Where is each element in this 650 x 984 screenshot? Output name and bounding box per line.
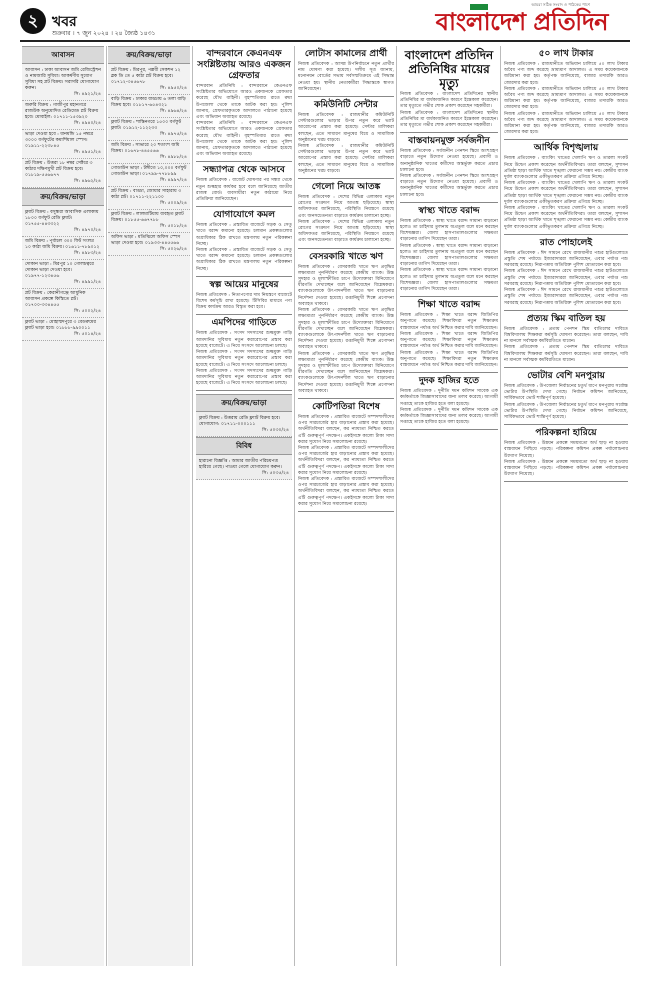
- classified-heading: ক্রয়/বিক্রয়/ভাড়া: [22, 188, 104, 206]
- story: [298, 402, 394, 512]
- story: [196, 318, 292, 391]
- classified-ad: [108, 66, 190, 95]
- story-body-continued: নিজস্ব প্রতিবেদক : ঈদ সামনে রেখে রাজধানীর পশুর হাটগুলোতে প্রস্তুতি শেষ পর্যায়ে। ইজারাদাররা জানিয়েছেন, এবার পর্যাপ্ত পশু সরবরাহ রয়েছে। নিরাপত্তায় অতিরিক্ত পুলিশ মোতায়েন করা হবে।: [504, 288, 628, 306]
- classified-list: [22, 66, 104, 341]
- classified-ad-text: প্লট বিক্রয় : মিরপুর, পল্লবী সেকশন ১২ ব্লক ডি তে ৫ কাঠা প্লট বিক্রয় হবে। ০১৭১২-৩৪৫৬৭৮: [111, 68, 181, 85]
- classified-ad: [22, 318, 104, 341]
- story-body: নিজস্ব প্রতিবেদক : উন্নয়ন প্রকল্পে সময়মতো অর্থ ছাড় না হওয়ায় বাস্তবায়ন পিছিয়ে পড়ছে। পরিকল্পনা কমিশন প্রকল্প পর্যালোচনার উদ্যোগ নিয়েছে।: [504, 441, 628, 459]
- classified-column-left: [22, 46, 104, 966]
- classified-ad-code: সি: ৫০০২/২৪: [74, 309, 101, 314]
- story: [400, 300, 498, 373]
- story-body: নিজস্ব প্রতিবেদক : সর্বজনীন পেনশন স্কিমে অংশগ্রহণ বাড়াতে নতুন উদ্যোগ নেওয়া হয়েছে। প্রবাসী ও অনানুষ্ঠানিক খাতের কর্মীদের অন্তর্ভুক্ত করতে প্রচার চালানো হবে।: [400, 149, 498, 173]
- story-body-continued: নিজস্ব প্রতিবেদক : রাজধানীর কমিউনিটি সেন্টারগুলোর ভাড়ার উপর নতুন করে ভ্যাট আরোপের প্রস্তাব করা হয়েছে। সেন্টার মালিকরা বলছেন, এতে সাধারণ মানুষের বিয়ে ও সামাজিক অনুষ্ঠানের খরচ বাড়বে।: [298, 144, 394, 174]
- classified-ad-code: সি: ৪৯৭০/২৪: [74, 228, 101, 233]
- classified-ad-code: সি: ৫০২৬/২৪: [160, 247, 187, 252]
- news-column-3: [196, 46, 292, 966]
- story: [504, 238, 628, 311]
- classified-ad: [108, 118, 190, 141]
- story: [400, 48, 498, 133]
- story-body: নিজস্ব প্রতিবেদক : রাজধানীতে অভিযান চালিয়ে ৫০ লাখ টাকার অবৈধ পণ্য জব্দ করেছে ভ্রাম্যমাণ আদালত। এ সময় কয়েকজনকে জরিমানা করা হয়। কর্তৃপক্ষ জানিয়েছে, বাজার তদারকি আরও জোরদার করা হবে।: [504, 62, 628, 86]
- classified-ad-code: সি: ৪৯৫১/২৪: [74, 150, 101, 155]
- classified-ad-text: ফ্ল্যাট বিক্রয় : শান্তিনগরে ১৫০০ বর্গফুট ফ্ল্যাট। ০১৯১২-১১২২৩৩: [111, 120, 182, 131]
- story: [196, 210, 292, 277]
- classified-ad: [22, 130, 104, 159]
- story-body: নিজস্ব প্রতিবেদক : বেসরকারি খাতে ঋণ প্রবৃদ্ধির লক্ষ্যমাত্রা পুনর্নির্ধারণ করেছে কেন্দ্রীয় ব্যাংক। উচ্চ সুদহার ও মূল্যস্ফীতির চাপে উদ্যোক্তারা বিনিয়োগে ধীরগতি দেখাচ্ছেন বলে জানিয়েছেন বিশ্লেষকরা। ব্যাংকগুলোকে উৎপাদনশীল খাতে ঋণ বাড়ানোর নির্দেশনা দেওয়া হয়েছে। রপ্তানিমুখী শিল্পে প্রণোদনা অব্যাহত থাকবে।: [298, 264, 394, 307]
- story-body-continued: বান্দরবান প্রতিনিধি : বান্দরবানে কেএনএফ সংশ্লিষ্টতার অভিযোগে আরও একজনকে গ্রেফতার করেছে যৌথ বাহিনী। বৃহস্পতিবার রাতে রুমা উপজেলা থেকে তাকে আটক করা হয়। পুলিশ জানায়, গ্রেফতারকৃতকে আদালতে পাঠানো হয়েছে এবং অভিযান অব্যাহত রয়েছে।: [196, 121, 292, 158]
- classified-ad-code: সি: ৪৯৬২/২৪: [74, 179, 101, 184]
- story-body: নিজস্ব প্রতিবেদক : ঈদ সামনে রেখে রাজধানীর পশুর হাটগুলোতে প্রস্তুতি শেষ পর্যায়ে। ইজারাদাররা জানিয়েছেন, এবার পর্যাপ্ত পশু সরবরাহ রয়েছে। নিরাপত্তায় অতিরিক্ত পুলিশ মোতায়েন করা হবে।: [504, 250, 628, 269]
- classified-ad-text: বাড়ি বিক্রয় : ঢাকার বাড্ডায় ৬ তলা বাড়ি বিক্রয় হবে। ০১৮১৭-৬৫৪৩২১: [111, 97, 186, 108]
- classified-heading: বিবিধ: [196, 437, 292, 455]
- classified-ad: [108, 187, 190, 210]
- story-body-continued: নিজস্ব প্রতিবেদক : সর্বজনীন পেনশন স্কিমে অংশগ্রহণ বাড়াতে নতুন উদ্যোগ নেওয়া হয়েছে। প্রবাসী ও অনানুষ্ঠানিক খাতের কর্মীদের অন্তর্ভুক্ত করতে প্রচার চালানো হবে।: [400, 174, 498, 198]
- classified-heading: ক্রয়/বিক্রয়/ভাড়া: [196, 394, 292, 412]
- story-body-continued: নিজস্ব প্রতিবেদক : স্বাস্থ্য খাতে বরাদ্দ সামান্য বাড়ানো হলেও তা চাহিদার তুলনায় অপ্রতুল বলে মনে করছেন বিশেষজ্ঞরা। জেলা হাসপাতালগুলোর সক্ষমতা বাড়ানোর তাগিদ দিয়েছেন তারা।: [400, 268, 498, 293]
- story: [504, 314, 628, 368]
- classified-ad-code: সি: ৪৯২১/২৪: [74, 92, 101, 97]
- story-headline: রাত পোহালেই: [539, 237, 593, 248]
- section-name: খবর: [52, 14, 77, 30]
- column-divider: [192, 46, 193, 966]
- classified-ad-text: জরুরি বিক্রয় : গাজীপুর মহানগরে রাজউক অনুমোদিত রেডিমেড প্লট বিক্রয় হবে। মোবাইল: ০১৭১১-১৫৩৯২০: [25, 103, 99, 120]
- story-body-continued: নিজস্ব প্রতিবেদক : প্রত্যয় পেনশন স্কিম বাতিলের দাবিতে বিশ্ববিদ্যালয় শিক্ষকরা কর্মসূচি ঘোষণা করেছেন। তারা বলছেন, দাবি না মানলে সর্বাত্মক কর্মবিরতিতে যাবেন।: [504, 345, 628, 363]
- story: [196, 280, 292, 316]
- story-body: নিজস্ব প্রতিবেদক : দুর্নীতি দমন কমিশন সাবেক এক কর্মকর্তাকে জিজ্ঞাসাবাদের জন্য তলব করেছে। আগামী সপ্তাহে তাকে হাজির হতে বলা হয়েছে।: [400, 389, 498, 407]
- story: [504, 371, 628, 425]
- classified-ad-text: ভাড়া দেওয়া হবে : ধানমন্ডি ১৫ নম্বরে ৩০০০ বর্গফুটের কমার্শিয়াল স্পেস। ০১৯১১-২২৩৮৪৫: [25, 132, 94, 149]
- story-body: নিজস্ব প্রতিবেদক : বাজেট ঘোষণার পর সন্ধ্যা থেকে নতুন শুল্কহার কার্যকর হবে বলে জানিয়েছে জাতীয় রাজস্ব বোর্ড। ব্যবসায়ীরা নতুন কাঠামো নিয়ে প্রতিক্রিয়া জানিয়েছেন।: [196, 178, 292, 203]
- story-body-continued: নিজস্ব প্রতিবেদক : ঈদ সামনে রেখে রাজধানীর পশুর হাটগুলোতে প্রস্তুতি শেষ পর্যায়ে। ইজারাদাররা জানিয়েছেন, এবার পর্যাপ্ত পশু সরবরাহ রয়েছে। নিরাপত্তায় অতিরিক্ত পুলিশ মোতায়েন করা হবে।: [504, 269, 628, 287]
- classified-heading: ক্রয়/বিক্রয়/ভাড়া: [108, 46, 190, 64]
- classified-ad: [108, 141, 190, 164]
- story: [298, 100, 394, 179]
- story-body: নিজস্ব প্রতিবেদক : উপজেলা নির্বাচনের চতুর্থ ধাপে মনপুরায় সর্বোচ্চ ভোটার উপস্থিতি দেখা গেছে। নির্বাচন কমিশন জানিয়েছে, সার্বিকভাবে ভোট শান্তিপূর্ণ হয়েছে।: [504, 383, 628, 402]
- story-headline: বাংলাদেশ প্রতিদিন প্রতিনিধির মায়ের মৃত্যু: [404, 48, 494, 90]
- story-body-continued: নিজস্ব প্রতিবেদক : উন্নয়ন প্রকল্পে সময়মতো অর্থ ছাড় না হওয়ায় বাস্তবায়ন পিছিয়ে পড়ছে। পরিকল্পনা কমিশন প্রকল্প পর্যালোচনার উদ্যোগ নিয়েছে।: [504, 459, 628, 478]
- classified-ad-text: জমি বিক্রয় : পূর্বাচল ৩০০ ফিট সংলগ্ন ১০ কাঠা জমি বিক্রয়। ০১৬১১-৭৮৯০১২: [25, 239, 100, 250]
- story-headline: স্বল্প আয়ের মানুষের: [209, 279, 279, 290]
- story-body-continued: নিজস্ব প্রতিবেদক : সংসদ সদস্যদের শুল্কমুক্ত গাড়ি আমদানির সুবিধায় নতুন করারোপের প্রস্তাব করা হয়েছে বাজেটে। এ নিয়ে সংসদে আলোচনা চলছে।: [196, 368, 292, 387]
- classified-ad-code: সি: ৪৯৮৮/২৪: [160, 155, 187, 160]
- classified-ad: [108, 233, 190, 256]
- classified-ad: [22, 260, 104, 289]
- story-body-continued: নিজস্ব প্রতিবেদক : দুর্নীতি দমন কমিশন সাবেক এক কর্মকর্তাকে জিজ্ঞাসাবাদের জন্য তলব করেছে। আগামী সপ্তাহে তাকে হাজির হতে বলা হয়েছে।: [400, 407, 498, 426]
- classified-ad: [22, 208, 104, 237]
- story-headline: সন্ধ্যাপত্র থেকে আসবে: [203, 165, 285, 176]
- classified-ad: [22, 289, 104, 318]
- logo-tagline: আমরা সঠিক সংবাদ ও পাঠকের পাশে: [531, 2, 590, 7]
- classified-heading: আবাসন: [22, 46, 104, 64]
- story: [298, 252, 394, 399]
- classified-ad-code: সি: ৫০১৪/২৪: [74, 332, 101, 337]
- story-headline: পরিকল্পনা হারিয়ে: [535, 428, 597, 439]
- story-body-continued: নিজস্ব প্রতিবেদক : দেশের বিভিন্ন এলাকায় নতুন রোগের সংক্রমণ নিয়ে আতঙ্ক ছড়িয়েছে। স্বাস্থ্য অধিদফতর জানিয়েছে, পরিস্থিতি নিয়ন্ত্রণে রয়েছে এবং জনসচেতনতা বাড়াতে কার্যক্রম চালানো হচ্ছে।: [298, 219, 394, 244]
- dateline: শুক্রবার । ৭ জুন ২০২৪ । ২৪ জ্যৈষ্ঠ ১৪৩১: [52, 30, 156, 37]
- classified-box: [196, 394, 292, 480]
- story-body-continued: নিজস্ব প্রতিবেদক : শিক্ষা খাতে বরাদ্দ জিডিপির অনুপাতে কমেছে। শিক্ষাবিদরা নতুন শিক্ষাক্রম বাস্তবায়নে পর্যাপ্ত অর্থ নিশ্চিত করার দাবি জানিয়েছেন।: [400, 350, 498, 368]
- story-headline: ভোটার বেশি মনপুরায়: [527, 370, 605, 381]
- story-body-continued: নিজস্ব প্রতিবেদক : ব্যাংকিং খাতের খেলাপি ঋণ ও তারল্য সংকট নিয়ে উদ্বেগ প্রকাশ করেছেন অর্থনীতিবিদরা। তারা বলছেন, সুশাসন প্রতিষ্ঠা ছাড়া আর্থিক খাতে শৃঙ্খলা ফেরানো সম্ভব নয়। কেন্দ্রীয় ব্যাংক দুর্বল ব্যাংকগুলোর একীভূতকরণ প্রক্রিয়া এগিয়ে নিচ্ছে।: [504, 206, 628, 230]
- story-body: নিজস্ব প্রতিবেদক : নিত্যপণ্যের দাম নিয়ন্ত্রণে বাজেটে বিশেষ কর্মসূচি রাখা হয়েছে। টিসিবির মাধ্যমে পণ্য বিক্রয় কার্যক্রম আরও বিস্তৃত করা হবে।: [196, 292, 292, 311]
- story: [504, 49, 628, 140]
- classified-column-mid: [108, 46, 190, 966]
- classified-ad: [22, 237, 104, 260]
- page-number-badge: ২: [20, 8, 46, 34]
- story-body: নিজস্ব প্রতিবেদক : বাংলাদেশ প্রতিদিনের স্থানীয় প্রতিনিধির মা বার্ধক্যজনিত কারণে ইন্তেকাল করেছেন। তার মৃত্যুতে গভীর শোক প্রকাশ করেছেন সহকর্মীরা।: [400, 92, 498, 110]
- story-headline: শিক্ষা খাতে বরাদ্দ: [417, 300, 481, 311]
- story-headline: প্রত্যয় স্কিম বাতিল হয়: [526, 313, 606, 324]
- story: [504, 143, 628, 234]
- classified-ad-text: গোডাউন ভাড়া : টঙ্গীতে ১০,০০০ বর্গফুট গোডাউন ভাড়া। ০১৭৯৯-৭৭৮৮৯৯: [111, 166, 187, 177]
- column-divider: [106, 46, 107, 966]
- story-body: বান্দরবান প্রতিনিধি : বান্দরবানে কেএনএফ সংশ্লিষ্টতার অভিযোগে আরও একজনকে গ্রেফতার করেছে যৌথ বাহিনী। বৃহস্পতিবার রাতে রুমা উপজেলা থেকে তাকে আটক করা হয়। পুলিশ জানায়, গ্রেফতারকৃতকে আদালতে পাঠানো হয়েছে এবং অভিযান অব্যাহত রয়েছে।: [196, 84, 292, 121]
- story-body: নিজস্ব প্রতিবেদক : প্রস্তাবিত বাজেটে সম্পদশালীদের ওপর সারচার্জের হার বাড়ানোর প্রস্তাব করা হয়েছে। অর্থনীতিবিদরা বলছেন, কর ন্যায্যতা নিশ্চিত করতে এটি গুরুত্বপূর্ণ পদক্ষেপ। একইসঙ্গে কালো টাকা সাদা করার সুযোগ নিয়ে সমালোচনা রয়েছে।: [298, 414, 394, 445]
- story-body-continued: নিজস্ব প্রতিবেদক : উপজেলা নির্বাচনের চতুর্থ ধাপে মনপুরায় সর্বোচ্চ ভোটার উপস্থিতি দেখা গেছে। নির্বাচন কমিশন জানিয়েছে, সার্বিকভাবে ভোট শান্তিপূর্ণ হয়েছে।: [504, 402, 628, 420]
- classified-ad: [22, 101, 104, 130]
- classified-ad-text: অফিস ভাড়া : মতিঝিলে অফিস স্পেস ভাড়া দেওয়া হবে। ০১৯৩৩-৪৪৫৫৬৬: [111, 235, 181, 246]
- story-body: নিজস্ব প্রতিবেদক : প্রত্যয় পেনশন স্কিম বাতিলের দাবিতে বিশ্ববিদ্যালয় শিক্ষকরা কর্মসূচি ঘোষণা করেছেন। তারা বলছেন, দাবি না মানলে সর্বাত্মক কর্মবিরতিতে যাবেন।: [504, 326, 628, 345]
- story-headline: স্বাস্থ্য খাতে বরাদ্দ: [418, 205, 480, 216]
- story-headline: বান্দরবানে কেএনএফ সংশ্লিষ্টতায় আরও একজন গ্রেফতার: [197, 49, 291, 81]
- column-divider: [294, 46, 295, 966]
- story: [400, 376, 498, 430]
- classified-ad: [108, 95, 190, 118]
- story-headline: লোটাস কামালের প্রার্থী: [304, 49, 388, 59]
- classified-ad-code: সি: ৫০৩০/২৪: [262, 428, 289, 434]
- masthead: [0, 0, 650, 40]
- classified-ad-text: হারানো বিজ্ঞপ্তি : আমার জাতীয় পরিচয়পত্র হারিয়ে গেছে। পাওয়া গেলে যোগাযোগ করুন।: [199, 459, 282, 471]
- classified-ad-text: দোকান ভাড়া : মিরপুর ১০ গোলচত্বরে দোকান ভাড়া দেওয়া হবে। ০১৯৭৭-১২৩৪৫৬: [25, 262, 94, 279]
- story-body-continued: নিজস্ব প্রতিবেদক : প্রস্তাবিত বাজেটে সম্পদশালীদের ওপর সারচার্জের হার বাড়ানোর প্রস্তাব করা হয়েছে। অর্থনীতিবিদরা বলছেন, কর ন্যায্যতা নিশ্চিত করতে এটি গুরুত্বপূর্ণ পদক্ষেপ। একইসঙ্গে কালো টাকা সাদা করার সুযোগ নিয়ে সমালোচনা রয়েছে।: [298, 445, 394, 476]
- story-body: নিজস্ব প্রতিবেদক : ব্যাংকিং খাতের খেলাপি ঋণ ও তারল্য সংকট নিয়ে উদ্বেগ প্রকাশ করেছেন অর্থনীতিবিদরা। তারা বলছেন, সুশাসন প্রতিষ্ঠা ছাড়া আর্থিক খাতে শৃঙ্খলা ফেরানো সম্ভব নয়। কেন্দ্রীয় ব্যাংক দুর্বল ব্যাংকগুলোর একীভূতকরণ প্রক্রিয়া এগিয়ে নিচ্ছে।: [504, 156, 628, 181]
- classified-ad: [196, 414, 292, 437]
- newspaper-logo: বাংলাদেশ প্রতিদিন: [435, 8, 608, 36]
- story-headline: কোটিপতিরা বিশেষ: [312, 401, 380, 412]
- story: [400, 136, 498, 203]
- story-body: নিজস্ব প্রতিবেদক : স্বাস্থ্য খাতে বরাদ্দ সামান্য বাড়ানো হলেও তা চাহিদার তুলনায় অপ্রতুল বলে মনে করছেন বিশেষজ্ঞরা। জেলা হাসপাতালগুলোর সক্ষমতা বাড়ানোর তাগিদ দিয়েছেন তারা।: [400, 218, 498, 243]
- story-body-continued: নিজস্ব প্রতিবেদক : বাংলাদেশ প্রতিদিনের স্থানীয় প্রতিনিধির মা বার্ধক্যজনিত কারণে ইন্তেকাল করেছেন। তার মৃত্যুতে গভীর শোক প্রকাশ করেছেন সহকর্মীরা।: [400, 110, 498, 129]
- story-headline: যোগাযোগে কমল: [212, 210, 275, 221]
- story-headline: কমিউনিটি সেন্টার: [314, 100, 378, 111]
- story: [196, 49, 292, 162]
- classified-ad-text: ফ্ল্যাট বিক্রয় : উত্তরায় রেডি ফ্ল্যাট বিক্রয় হবে। যোগাযোগ: ০১৭১১-০০০১১১: [199, 416, 281, 428]
- story-body-continued: নিজস্ব প্রতিবেদক : ব্যাংকিং খাতের খেলাপি ঋণ ও তারল্য সংকট নিয়ে উদ্বেগ প্রকাশ করেছেন অর্থনীতিবিদরা। তারা বলছেন, সুশাসন প্রতিষ্ঠা ছাড়া আর্থিক খাতে শৃঙ্খলা ফেরানো সম্ভব নয়। কেন্দ্রীয় ব্যাংক দুর্বল ব্যাংকগুলোর একীভূতকরণ প্রক্রিয়া এগিয়ে নিচ্ছে।: [504, 181, 628, 205]
- news-column-5: [400, 46, 498, 966]
- story-headline: গেলো নিয়ে আতঙ্ক: [311, 182, 381, 193]
- header-rule: [20, 40, 630, 42]
- story: [504, 428, 628, 482]
- classified-ad-code: সি: ৪৯৯৭/২৪: [160, 178, 187, 183]
- classified-ad-text: প্লট বিক্রয় : বাড্ডা, জোয়ার সাহারায় ৩ কাঠা প্লট। ০১৭১১-২২১১০০: [111, 189, 182, 200]
- story-body-continued: নিজস্ব প্রতিবেদক : প্রস্তাবিত বাজেটে সম্পদশালীদের ওপর সারচার্জের হার বাড়ানোর প্রস্তাব করা হয়েছে। অর্থনীতিবিদরা বলছেন, কর ন্যায্যতা নিশ্চিত করতে এটি গুরুত্বপূর্ণ পদক্ষেপ। একইসঙ্গে কালো টাকা সাদা করার সুযোগ নিয়ে সমালোচনা রয়েছে।: [298, 476, 394, 507]
- story-headline: বাস্তবায়নমুক্ত সর্বজনীন: [408, 136, 490, 147]
- column-divider: [500, 46, 501, 966]
- story: [298, 182, 394, 249]
- story-body-continued: নিজস্ব প্রতিবেদক : রাজধানীতে অভিযান চালিয়ে ৫০ লাখ টাকার অবৈধ পণ্য জব্দ করেছে ভ্রাম্যমাণ আদালত। এ সময় কয়েকজনকে জরিমানা করা হয়। কর্তৃপক্ষ জানিয়েছে, বাজার তদারকি আরও জোরদার করা হবে।: [504, 86, 628, 111]
- classified-ad-code: সি: ৫০০৯/২৪: [160, 201, 187, 206]
- classified-ad-text: প্লট বিক্রয় : উত্তরা ১৮ নম্বর সেক্টরে ৩ কাঠার দক্ষিণমুখী প্লট বিক্রয় হবে। ০১৮১৯-৫৫৬৬৭৭: [25, 161, 93, 178]
- classified-ad: [196, 457, 292, 480]
- classified-ad: [22, 159, 104, 188]
- story-body-continued: নিজস্ব প্রতিবেদক : শিক্ষা খাতে বরাদ্দ জিডিপির অনুপাতে কমেছে। শিক্ষাবিদরা নতুন শিক্ষাক্রম বাস্তবায়নে পর্যাপ্ত অর্থ নিশ্চিত করার দাবি জানিয়েছেন।: [400, 331, 498, 350]
- story-headline: বেসরকারি খাতে ঋণ: [308, 251, 384, 262]
- classified-ad-text: আবাসন : ঢাকা আবাসন জমি রেজিস্ট্রেশন ও নামজারি সুবিধা। আকর্ষণীয় সুযোগ সুবিধা সহ প্লট বিক্রয়। সরাসরি যোগাযোগ করুন।: [25, 68, 101, 91]
- story-body: নিজস্ব প্রতিবেদক : রাজধানীর কমিউনিটি সেন্টারগুলোর ভাড়ার উপর নতুন করে ভ্যাট আরোপের প্রস্তাব করা হয়েছে। সেন্টার মালিকরা বলছেন, এতে সাধারণ মানুষের বিয়ে ও সামাজিক অনুষ্ঠানের খরচ বাড়বে।: [298, 113, 394, 143]
- story-body-continued: নিজস্ব প্রতিবেদক : বেসরকারি খাতে ঋণ প্রবৃদ্ধির লক্ষ্যমাত্রা পুনর্নির্ধারণ করেছে কেন্দ্রীয় ব্যাংক। উচ্চ সুদহার ও মূল্যস্ফীতির চাপে উদ্যোক্তারা বিনিয়োগে ধীরগতি দেখাচ্ছেন বলে জানিয়েছেন বিশ্লেষকরা। ব্যাংকগুলোকে উৎপাদনশীল খাতে ঋণ বাড়ানোর নির্দেশনা দেওয়া হয়েছে। রপ্তানিমুখী শিল্পে প্রণোদনা অব্যাহত থাকবে।: [298, 351, 394, 394]
- classified-ad-text: প্লট বিক্রয় : কেরানীগঞ্জে আধুনিক আবাসন প্রকল্পে কিস্তিতে প্লট। ০১৭০০-৩৩৪৪৫৫: [25, 291, 86, 308]
- classified-ad-code: সি: ৪৯৮৩/২৪: [74, 251, 101, 256]
- story-body: নিজস্ব প্রতিবেদক : শিক্ষা খাতে বরাদ্দ জিডিপির অনুপাতে কমেছে। শিক্ষাবিদরা নতুন শিক্ষাক্রম বাস্তবায়নে পর্যাপ্ত অর্থ নিশ্চিত করার দাবি জানিয়েছেন।: [400, 313, 498, 331]
- news-column-4: [298, 46, 394, 966]
- story-body: নিজস্ব প্রতিবেদক : প্রস্তাবিত বাজেটে সড়ক ও সেতু খাতে বরাদ্দ কমানো হয়েছে। চলমান প্রকল্পগুলোর অগ্রাধিকার ঠিক রাখতে মন্ত্রণালয় নতুন পরিকল্পনা নিচ্ছে।: [196, 223, 292, 247]
- story-body-continued: নিজস্ব প্রতিবেদক : সংসদ সদস্যদের শুল্কমুক্ত গাড়ি আমদানির সুবিধায় নতুন করারোপের প্রস্তাব করা হয়েছে বাজেটে। এ নিয়ে সংসদে আলোচনা চলছে।: [196, 350, 292, 368]
- story: [400, 206, 498, 297]
- classified-ad: [108, 164, 190, 187]
- news-column-6: [504, 46, 628, 966]
- story-body-continued: নিজস্ব প্রতিবেদক : রাজধানীতে অভিযান চালিয়ে ৫০ লাখ টাকার অবৈধ পণ্য জব্দ করেছে ভ্রাম্যমাণ আদালত। এ সময় কয়েকজনকে জরিমানা করা হয়। কর্তৃপক্ষ জানিয়েছে, বাজার তদারকি আরও জোরদার করা হবে।: [504, 111, 628, 136]
- classified-ad: [22, 66, 104, 101]
- story: [298, 49, 394, 97]
- classified-ad-code: সি: ৪৯৪০/২৪: [74, 121, 101, 126]
- story-headline: দুদক হাজির হতে: [418, 376, 480, 387]
- story: [196, 165, 292, 207]
- story-body: নিজস্ব প্রতিবেদক : সংসদ সদস্যদের শুল্কমুক্ত গাড়ি আমদানির সুবিধায় নতুন করারোপের প্রস্তাব করা হয়েছে বাজেটে। এ নিয়ে সংসদে আলোচনা চলছে।: [196, 331, 292, 349]
- classified-ad-code: সি: ৪৯৬৪/২৪: [160, 109, 187, 114]
- classified-ad: [108, 210, 190, 233]
- classified-ad-code: সি: ৫০১৮/২৪: [160, 224, 187, 229]
- classified-ad-text: ফ্ল্যাট বিক্রয় : বসুন্ধরা আবাসিক এলাকায় ১৮০০ বর্গফুট রেডি ফ্ল্যাট। ০১৭৫৫-৪৪৩৩২২: [25, 210, 99, 227]
- story-headline: এমপিদের গাড়িতে: [211, 318, 277, 329]
- classified-ad-text: জমি বিক্রয় : সাভারে ২০ শতাংশ জমি বিক্রয়। ০১৬৭৮-৪৪৫৫৬৬: [111, 143, 180, 154]
- classified-ad-code: সি: ৪৯৭৫/২৪: [160, 132, 187, 137]
- classified-ad-code: সি: ৫০৩৫/২৪: [262, 471, 289, 477]
- classified-ad-text: ফ্ল্যাট বিক্রয় : লালমাটিয়ায় ব্যবহৃত ফ্ল্যাট বিক্রয়। ০১৮৫৫-৬৬৭৭৮৮: [111, 212, 184, 223]
- classified-ad-text: ফ্ল্যাট ভাড়া : মোহাম্মদপুরে ৩ বেডরুমের ফ্ল্যাট ভাড়া হবে। ০১৮৮৮-৯৯০০১১: [25, 320, 97, 331]
- classified-list: [108, 66, 190, 256]
- column-divider: [396, 46, 397, 966]
- classified-ad-code: সি: ৪৯৯১/২৪: [74, 280, 101, 285]
- story-body-continued: নিজস্ব প্রতিবেদক : প্রস্তাবিত বাজেটে সড়ক ও সেতু খাতে বরাদ্দ কমানো হয়েছে। চলমান প্রকল্পগুলোর অগ্রাধিকার ঠিক রাখতে মন্ত্রণালয় নতুন পরিকল্পনা নিচ্ছে।: [196, 248, 292, 272]
- story-headline: আর্থিক বিশৃঙ্খলায়: [533, 143, 599, 154]
- story-headline: ৫০ লাখ টাকার: [538, 49, 594, 59]
- story-body-continued: নিজস্ব প্রতিবেদক : বেসরকারি খাতে ঋণ প্রবৃদ্ধির লক্ষ্যমাত্রা পুনর্নির্ধারণ করেছে কেন্দ্রীয় ব্যাংক। উচ্চ সুদহার ও মূল্যস্ফীতির চাপে উদ্যোক্তারা বিনিয়োগে ধীরগতি দেখাচ্ছেন বলে জানিয়েছেন বিশ্লেষকরা। ব্যাংকগুলোকে উৎপাদনশীল খাতে ঋণ বাড়ানোর নির্দেশনা দেওয়া হয়েছে। রপ্তানিমুখী শিল্পে প্রণোদনা অব্যাহত থাকবে।: [298, 308, 394, 351]
- story-body-continued: নিজস্ব প্রতিবেদক : স্বাস্থ্য খাতে বরাদ্দ সামান্য বাড়ানো হলেও তা চাহিদার তুলনায় অপ্রতুল বলে মনে করছেন বিশেষজ্ঞরা। জেলা হাসপাতালগুলোর সক্ষমতা বাড়ানোর তাগিদ দিয়েছেন তারা।: [400, 243, 498, 268]
- story-body: নিজস্ব প্রতিবেদক : দেশের বিভিন্ন এলাকায় নতুন রোগের সংক্রমণ নিয়ে আতঙ্ক ছড়িয়েছে। স্বাস্থ্য অধিদফতর জানিয়েছে, পরিস্থিতি নিয়ন্ত্রণে রয়েছে এবং জনসচেতনতা বাড়াতে কার্যক্রম চালানো হচ্ছে।: [298, 195, 394, 219]
- story-body: নিজস্ব প্রতিবেদক : আসন্ন উপনির্বাচনে নতুন প্রার্থীর নাম ঘোষণা করা হয়েছে। দলীয় সূত্র জানায়, মনোনয়ন বোর্ডের সভায় সর্বসম্মতিক্রমে এই সিদ্ধান্ত নেওয়া হয়। স্থানীয় নেতাকর্মীরা সিদ্ধান্তকে স্বাগত জানিয়েছেন।: [298, 62, 394, 92]
- classified-ad-code: সি: ৪৯৫০/২৪: [160, 86, 187, 91]
